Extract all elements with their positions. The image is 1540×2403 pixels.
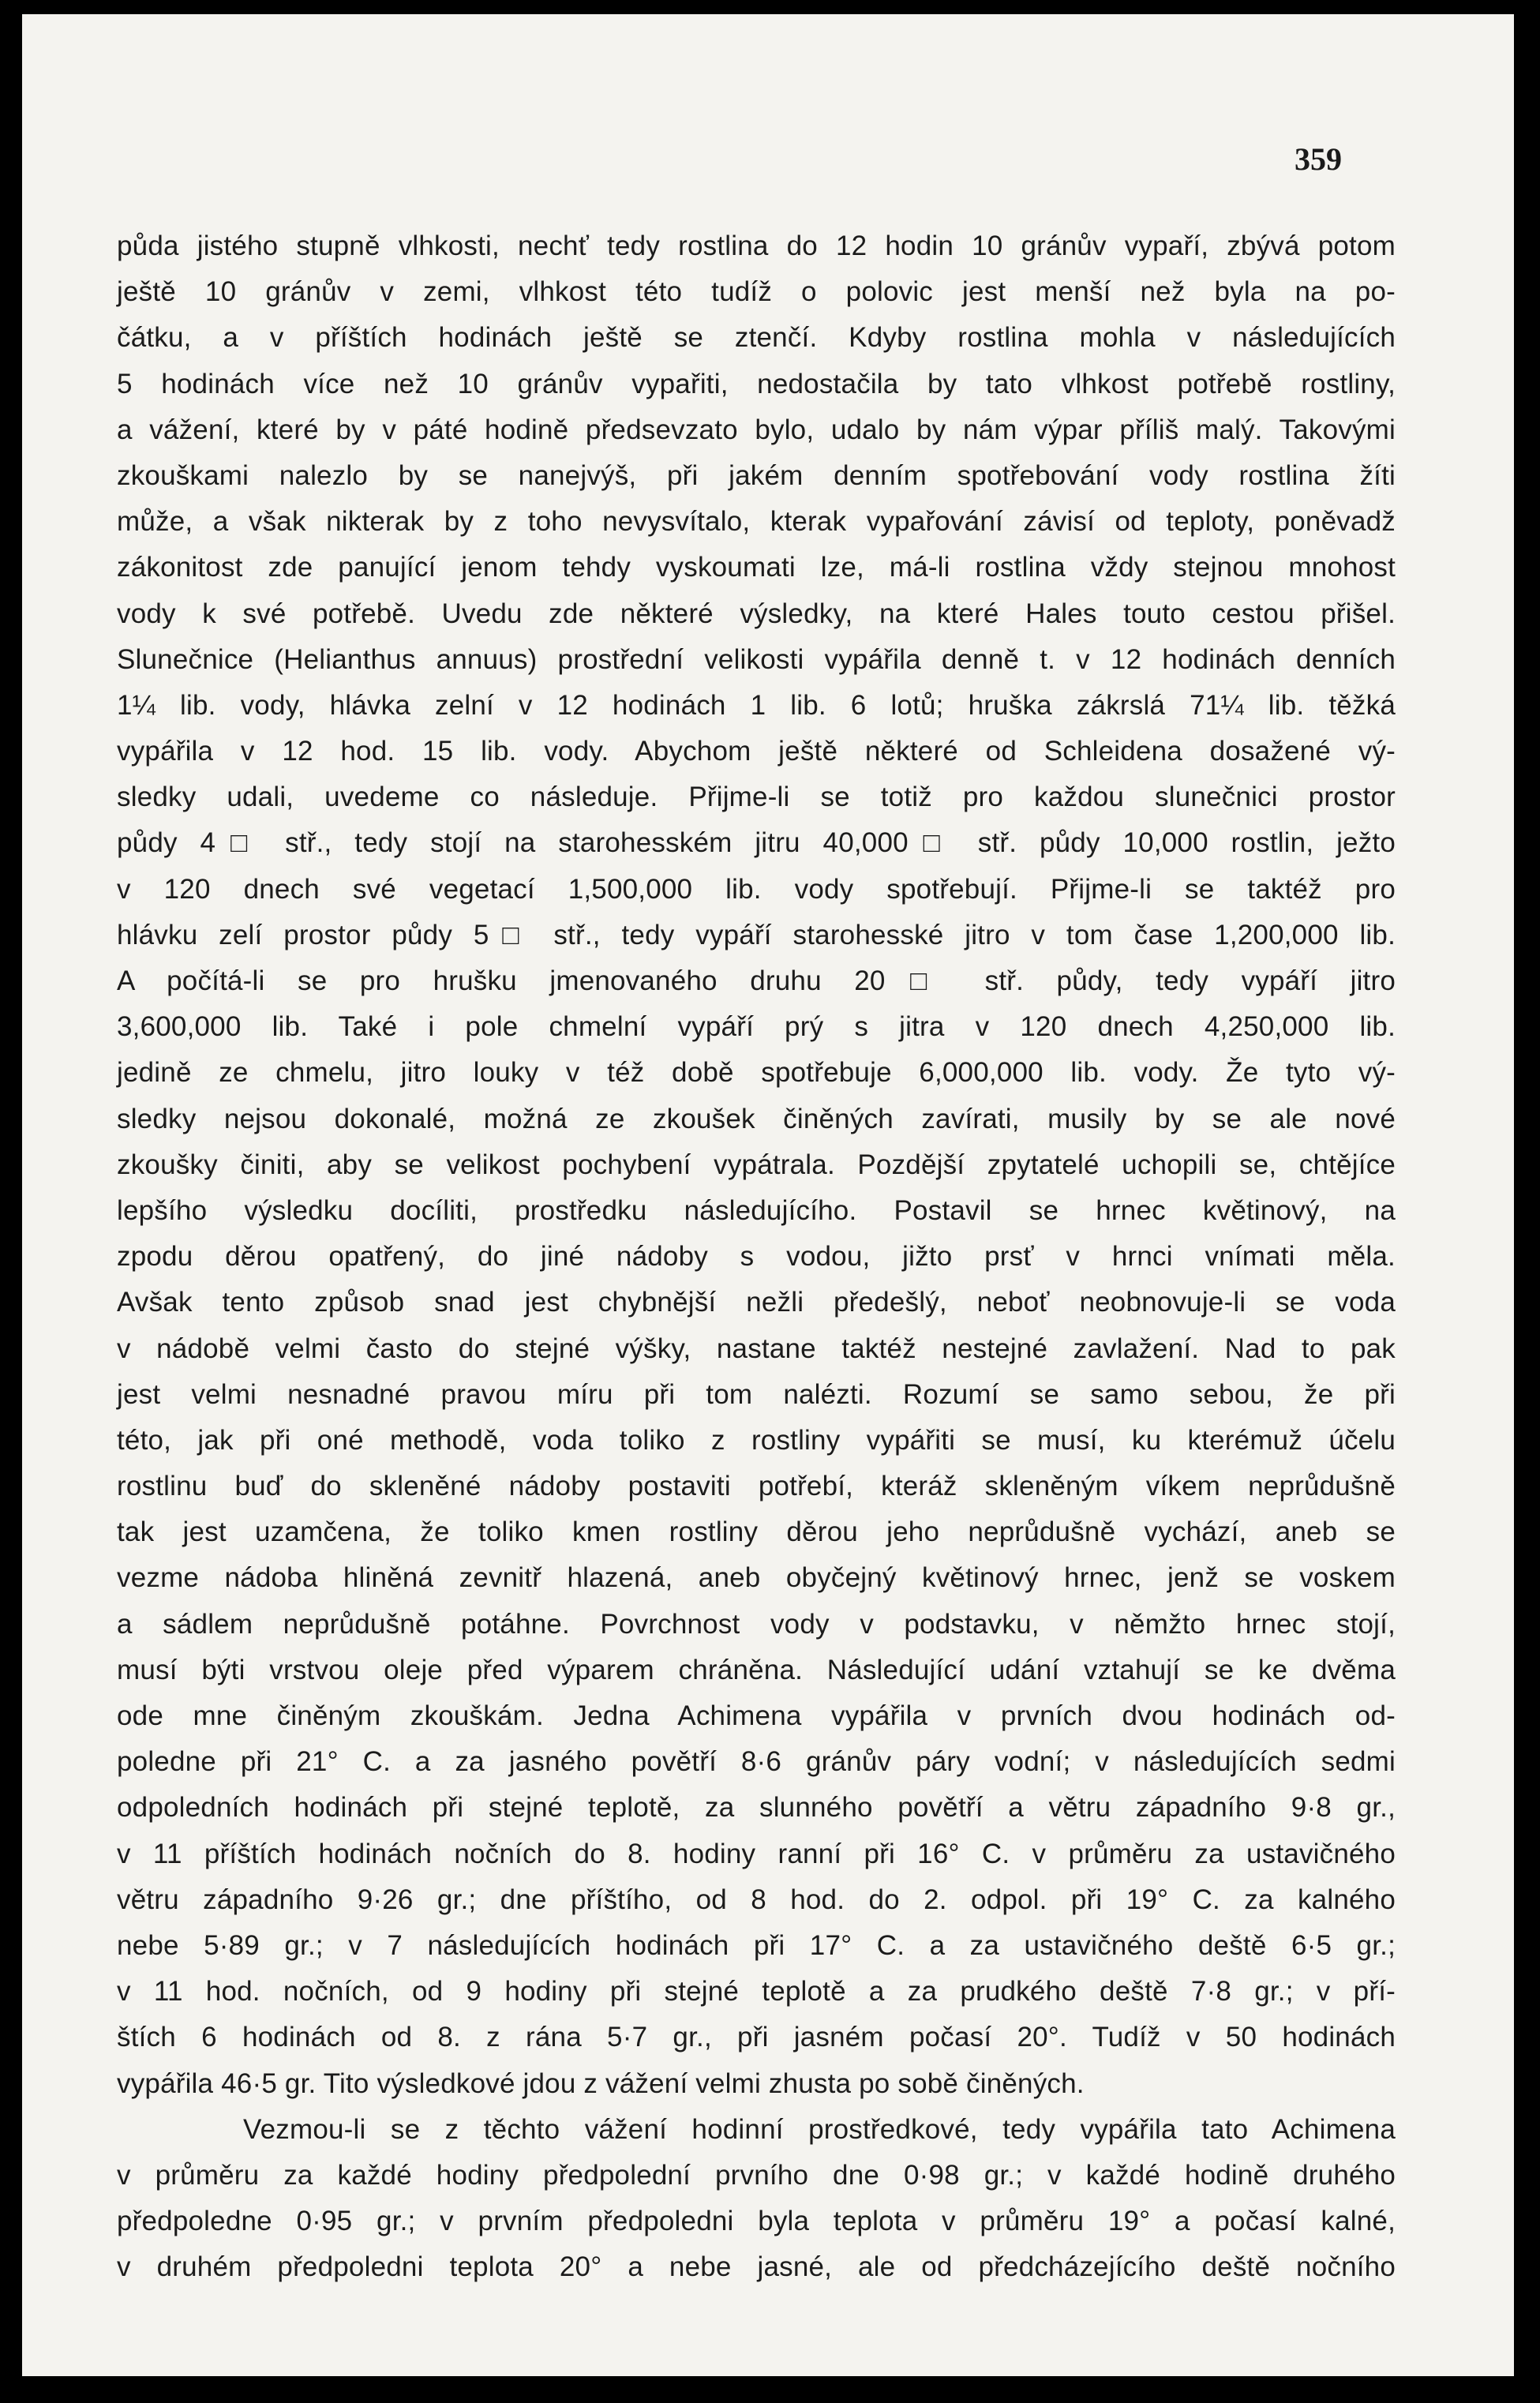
text-line: 3,600,000 lib. Také i pole chmelní vypáří prý s jitra v 120 dnech 4,250,000 lib.	[117, 1011, 1396, 1043]
text-line: v druhém předpoledni teplota 20° a nebe jasné, ale od předcházejícího deště nočního	[117, 2251, 1396, 2283]
text-line: a sádlem neprůdušně potáhne. Povrchnost vody v podstavku, v němžto hrnec stojí,	[117, 1608, 1396, 1640]
text-line: vody k své potřebě. Uvedu zde některé výsledky, na které Hales touto cestou přišel.	[117, 598, 1396, 629]
text-line: jedině ze chmelu, jitro louky v též době spotřebuje 6,000,000 lib. vody. Že tyto vý-	[117, 1057, 1396, 1089]
book-page	[22, 14, 1514, 2376]
text-line: tak jest uzamčena, že toliko kmen rostliny děrou jeho neprůdušně vychází, aneb se	[117, 1516, 1396, 1548]
text-line: jest velmi nesnadné pravou míru při tom nalézti. Rozumí se samo sebou, že při	[117, 1378, 1396, 1410]
text-line: zkouškami nalezlo by se nanejvýš, při jakém denním spotřebování vody rostlina žíti	[117, 459, 1396, 491]
text-line: může, a však nikterak by z toho nevysvítalo, kterak vypařování závisí od teploty, poněvadž	[117, 506, 1396, 538]
text-line: lepšího výsledku docíliti, prostředku následujícího. Postavil se hrnec květinový, na	[117, 1194, 1396, 1226]
text-line: hlávku zelí prostor půdy 5□ stř., tedy vypáří starohesské jitro v tom čase 1,200,000 lib.	[117, 919, 1396, 950]
text-line: vypářila v 12 hod. 15 lib. vody. Abychom ještě některé od Schleidena dosažené vý-	[117, 736, 1396, 767]
text-line: Slunečnice (Helianthus annuus) prostřední velikosti vypářila denně t. v 12 hodinách denních	[117, 643, 1396, 675]
text-line: Vezmou-li se z těchto vážení hodinní prostředkové, tedy vypářila tato Achimena	[243, 2113, 1396, 2145]
text-line: v průměru za každé hodiny předpolední prvního dne 0·98 gr.; v každé hodině druhého	[117, 2159, 1396, 2191]
text-line: zákonitost zde panující jenom tehdy vyskoumati lze, má-li rostlina vždy stejnou mnohost	[117, 552, 1396, 583]
text-line: ode mne činěným zkouškám. Jedna Achimena vypářila v prvních dvou hodinách od-	[117, 1700, 1396, 1731]
text-line: poledne při 21° C. a za jasného povětří 8·6 gránův páry vodní; v následujících sedmi	[117, 1746, 1396, 1778]
text-line: půda jistého stupně vlhkosti, nechť tedy rostlina do 12 hodin 10 gránův vypaří, zbývá potom	[117, 231, 1396, 261]
text-line: v nádobě velmi často do stejné výšky, nastane taktéž nestejné zavlažení. Nad to pak	[117, 1333, 1396, 1364]
text-line: vezme nádoba hliněná zevnitř hlazená, aneb obyčejný květinový hrnec, jenž se voskem	[117, 1562, 1396, 1594]
text-line: ještě 10 gránův v zemi, vlhkost této tudíž o polovic jest menší než byla na po-	[117, 276, 1396, 308]
text-line: zkoušky činiti, aby se velikost pochybení vypátrala. Pozdější zpytatelé uchopili se, chtějíce	[117, 1149, 1396, 1180]
text-line: 5 hodinách více než 10 gránův vypařiti, nedostačila by tato vlhkost potřebě rostliny,	[117, 368, 1396, 399]
text-line: 1¼ lib. vody, hlávka zelní v 12 hodinách 1 lib. 6 lotů; hruška zákrslá 71¼ lib. těžká	[117, 689, 1396, 721]
text-line: rostlinu buď do skleněné nádoby postaviti potřebí, kteráž skleněným víkem neprůdušně	[117, 1471, 1396, 1502]
text-line: musí býti vrstvou oleje před výparem chráněna. Následující udání vztahují se ke dvěma	[117, 1654, 1396, 1685]
text-line: Avšak tento způsob snad jest chybnější nežli předešlý, neboť neobnovuje-li se voda	[117, 1287, 1396, 1318]
text-line: předpoledne 0·95 gr.; v prvním předpoledni byla teplota v průměru 19° a počasí kalné,	[117, 2206, 1396, 2237]
text-line: půdy 4□ stř., tedy stojí na starohesském jitru 40,000□ stř. půdy 10,000 rostlin, ježto	[117, 827, 1396, 859]
text-line: vypářila 46·5 gr. Tito výsledkové jdou z vážení velmi zhusta po sobě činěných.	[117, 2067, 1085, 2099]
text-line: v 120 dnech své vegetací 1,500,000 lib. vody spotřebují. Přijme-li se taktéž pro	[117, 873, 1396, 905]
body-text	[117, 223, 1396, 2290]
page-number: 359	[1295, 141, 1342, 177]
text-line: a vážení, které by v páté hodině předsevzato bylo, udalo by nám výpar příliš malý. Takovými	[117, 414, 1396, 445]
text-line: této, jak při oné methodě, voda toliko z rostliny vypářiti se musí, ku kterémuž účelu	[117, 1424, 1396, 1456]
text-line: A počítá-li se pro hrušku jmenovaného druhu 20□ stř. půdy, tedy vypáří jitro	[117, 965, 1396, 996]
text-line: nebe 5·89 gr.; v 7 následujících hodinách při 17° C. a za ustavičného deště 6·5 gr.;	[117, 1929, 1396, 1961]
text-line: větru západního 9·26 gr.; dne příštího, od 8 hod. do 2. odpol. při 19° C. za kalného	[117, 1884, 1396, 1915]
text-line: sledky nejsou dokonalé, možná ze zkoušek činěných zavírati, musily by se ale nové	[117, 1103, 1396, 1134]
text-line: čátku, a v příštích hodinách ještě se ztenčí. Kdyby rostlina mohla v následujících	[117, 322, 1396, 354]
text-line: v 11 příštích hodinách nočních do 8. hodiny ranní při 16° C. v průměru za ustavičného	[117, 1838, 1396, 1869]
text-line: zpodu děrou opatřený, do jiné nádoby s vodou, jižto prsť v hrnci vnímati měla.	[117, 1241, 1396, 1273]
text-line: štích 6 hodinách od 8. z rána 5·7 gr., při jasném počasí 20°. Tudíž v 50 hodinách	[117, 2022, 1396, 2053]
text-line: sledky udali, uvedeme co následuje. Přijme-li se totiž pro každou slunečnici prostor	[117, 782, 1396, 813]
text-line: v 11 hod. nočních, od 9 hodiny při stejné teplotě a za prudkého deště 7·8 gr.; v pří-	[117, 1976, 1396, 2007]
text-line: odpoledních hodinách při stejné teplotě, za slunného povětří a větru západního 9·8 gr.,	[117, 1792, 1396, 1824]
